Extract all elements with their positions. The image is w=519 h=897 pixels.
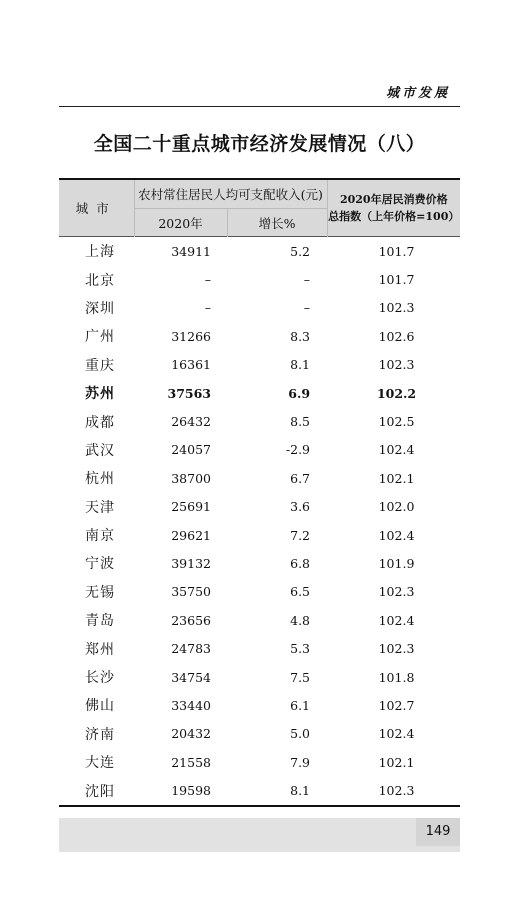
- section-header: [59, 76, 460, 107]
- growth-cell: 8.3: [290, 328, 311, 344]
- income-cell: 16361: [171, 357, 211, 373]
- income-cell: 31266: [171, 328, 211, 344]
- city-cell: 苏州: [85, 386, 115, 403]
- table-header: [59, 179, 460, 237]
- income-cell: 24783: [171, 641, 211, 657]
- page-title: 全国二十重点城市经济发展情况（八）: [93, 133, 426, 155]
- table-row: [59, 720, 460, 748]
- cpi-header-line1: 2020年居民消费价格: [339, 193, 448, 206]
- city-cell: 长沙: [85, 670, 115, 687]
- cpi-column-header: [327, 179, 460, 237]
- income-cell: 24057: [171, 442, 211, 458]
- table-row: [59, 237, 460, 266]
- city-cell: 宁波: [85, 556, 115, 573]
- city-cell: 天津: [85, 499, 115, 516]
- cpi-cell: 102.3: [378, 783, 415, 799]
- income-cell: 38700: [171, 470, 211, 486]
- city-cell: 青岛: [85, 613, 115, 630]
- table-row: [59, 407, 460, 435]
- income-cell: 23656: [171, 612, 211, 628]
- table-row: [59, 691, 460, 719]
- city-cell: 重庆: [85, 357, 115, 374]
- cpi-cell: 102.3: [378, 641, 415, 657]
- growth-cell: 7.9: [290, 754, 311, 770]
- data-table-container: [59, 178, 460, 807]
- growth-cell: 6.7: [290, 470, 311, 486]
- city-column-header: 城市: [59, 179, 134, 237]
- table-row: [59, 634, 460, 662]
- cpi-cell: 101.9: [378, 555, 415, 571]
- table-row: [59, 549, 460, 577]
- table-row: [59, 379, 460, 407]
- table-row: [59, 294, 460, 322]
- table-row: [59, 606, 460, 634]
- city-cell: 武汉: [85, 442, 115, 459]
- income-cell: 29621: [171, 527, 211, 543]
- year-column-header: 2020年: [134, 209, 227, 237]
- table-row: [59, 493, 460, 521]
- cpi-cell: 102.0: [378, 499, 415, 515]
- growth-cell: 8.1: [290, 783, 311, 799]
- city-cell: 大连: [85, 755, 115, 772]
- growth-cell: –: [303, 300, 311, 316]
- income-cell: –: [204, 300, 211, 316]
- table-row: [59, 663, 460, 691]
- city-cell: 广州: [85, 329, 115, 346]
- cpi-cell: 102.6: [378, 328, 415, 344]
- city-cell: 南京: [85, 528, 115, 545]
- growth-cell: 4.8: [290, 612, 311, 628]
- cpi-cell: 102.1: [378, 470, 415, 486]
- section-label: 城市发展: [385, 86, 450, 101]
- cpi-cell: 102.4: [378, 612, 415, 628]
- city-cell: 北京: [85, 272, 115, 289]
- growth-cell: 6.9: [288, 385, 311, 401]
- city-economy-table: [59, 178, 460, 807]
- growth-cell: 6.1: [290, 697, 311, 713]
- growth-cell: –: [303, 272, 311, 288]
- table-row: [59, 464, 460, 492]
- cpi-cell: 102.4: [378, 442, 415, 458]
- income-cell: 37563: [167, 385, 211, 401]
- growth-column-header: 增长%: [227, 209, 327, 237]
- cpi-cell: 101.7: [378, 272, 415, 288]
- growth-cell: 6.5: [290, 584, 311, 600]
- growth-cell: 8.1: [290, 357, 311, 373]
- city-cell: 成都: [85, 414, 115, 431]
- income-cell: 20432: [171, 726, 211, 742]
- growth-cell: 8.5: [290, 414, 311, 430]
- income-cell: 33440: [171, 697, 211, 713]
- income-cell: 39132: [171, 555, 211, 571]
- city-cell: 沈阳: [85, 783, 115, 800]
- cpi-cell: 101.7: [378, 243, 415, 259]
- cpi-cell: 102.3: [378, 300, 415, 316]
- income-cell: 35750: [171, 584, 211, 600]
- cpi-cell: 102.2: [376, 385, 417, 401]
- income-cell: 34911: [171, 243, 211, 259]
- table-row: [59, 322, 460, 350]
- table-row: [59, 521, 460, 549]
- table-row: [59, 436, 460, 464]
- cpi-header-line2: 总指数（上年价格=100）: [328, 210, 460, 223]
- cpi-cell: 102.7: [378, 697, 415, 713]
- city-cell: 佛山: [85, 698, 115, 715]
- cpi-cell: 101.8: [378, 669, 415, 685]
- city-cell: 郑州: [85, 641, 115, 658]
- table-row: [59, 265, 460, 293]
- cpi-cell: 102.3: [378, 357, 415, 373]
- cpi-cell: 102.5: [378, 414, 415, 430]
- page-number: 149: [416, 818, 460, 846]
- table-row: [59, 578, 460, 606]
- table-row: [59, 351, 460, 379]
- income-cell: 26432: [171, 414, 211, 430]
- growth-cell: -2.9: [285, 442, 311, 458]
- cpi-cell: 102.3: [378, 584, 415, 600]
- table-row: [59, 748, 460, 776]
- footer-bar: [59, 818, 460, 852]
- income-cell: –: [204, 272, 211, 288]
- income-cell: 34754: [171, 669, 211, 685]
- city-cell: 上海: [85, 244, 115, 261]
- growth-cell: 7.2: [290, 527, 311, 543]
- city-cell: 深圳: [85, 300, 115, 317]
- income-column-header: 农村常住居民人均可支配收入(元): [134, 179, 327, 209]
- cpi-cell: 102.4: [378, 726, 415, 742]
- income-cell: 19598: [171, 783, 211, 799]
- city-cell: 济南: [85, 726, 115, 743]
- table-row: [59, 776, 460, 805]
- income-cell: 25691: [171, 499, 211, 515]
- growth-cell: 6.8: [290, 555, 311, 571]
- income-cell: 21558: [171, 754, 211, 770]
- growth-cell: 5.0: [290, 726, 311, 742]
- city-cell: 无锡: [85, 584, 115, 601]
- growth-cell: 3.6: [290, 499, 311, 515]
- cpi-cell: 102.1: [378, 754, 415, 770]
- growth-cell: 5.2: [290, 243, 311, 259]
- growth-cell: 5.3: [290, 641, 311, 657]
- city-cell: 杭州: [85, 471, 115, 488]
- cpi-cell: 102.4: [378, 527, 415, 543]
- table-body: [59, 237, 460, 806]
- growth-cell: 7.5: [290, 669, 311, 685]
